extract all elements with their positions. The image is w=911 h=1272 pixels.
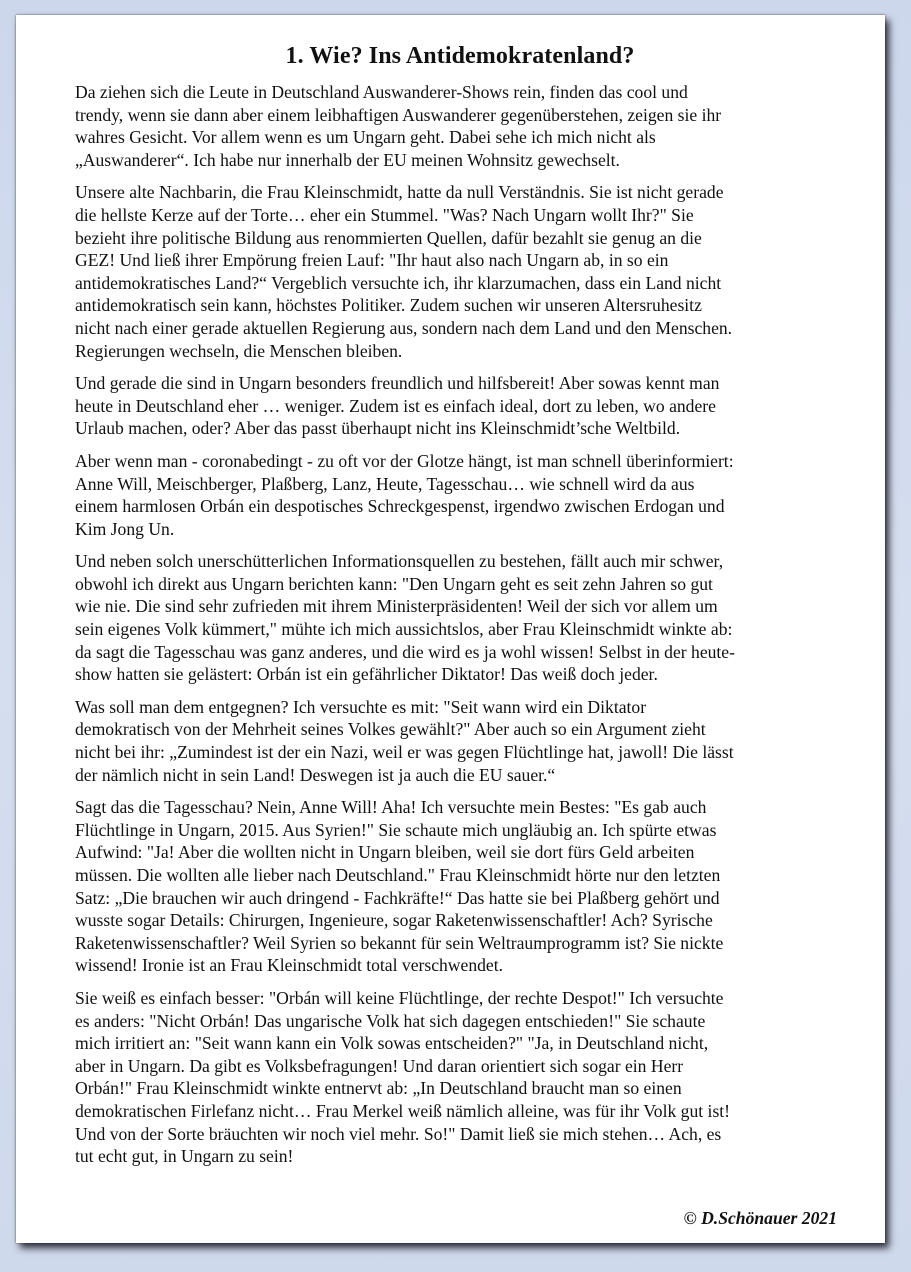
page-title: 1. Wie? Ins Antidemokratenland? <box>285 43 635 69</box>
paragraph-7: Sagt das die Tagesschau? Nein, Anne Will! Aha! Ich versuchte mein Bestes: "Es gab auch Flüchtlinge in Ungarn, 2015. Aus Syrien!" Sie schaute mich ungläubig an. Ich spürte etwas Aufwind: "Ja! Aber die wollten nicht in Ungarn bleiben, weil sie dort fürs Geld arbeiten müssen. Die wollten alle lieber nach Deutschland." Frau Kleinschmidt hörte nur den letzten Satz: „Die brauchen wir auch dringend - Fachkräfte!“ Das hatte sie bei Plaßberg gehört und wusste sogar Details: Chirurgen, Ingenieure, sogar Raketenwissenschaftler! Ach? Syrische Raketenwissenschaftler? Weil Syrien so bekannt für sein Weltraumprogramm ist? Sie nickte wissend! Ironie ist an Frau Kleinschmidt total verschwendet. <box>75 797 724 976</box>
paragraph-8: Sie weiß es einfach besser: "Orbán will keine Flüchtlinge, der rechte Despot!" Ich versuchte es anders: "Nicht Orbán! Das ungarische Volk hat sich dagegen entschieden!" Sie schaute mich irritiert an: "Seit wann kann ein Volk sowas entscheiden?" "Ja, in Deutschland nicht, aber in Ungarn. Da gibt es Volksbefragungen! Und daran orientiert sich sogar ein Herr Orbán!" Frau Kleinschmidt winkte entnervt ab: „In Deutschland braucht man so einen demokratischen Firlefanz nicht… Frau Merkel weiß nämlich alleine, was für ihr Volk gut ist! Und von der Sorte bräuchten wir noch viel mehr. So!" Damit ließ sie mich stehen… Ach, es tut echt gut, in Ungarn zu sein! <box>75 987 731 1167</box>
paragraph-6: Was soll man dem entgegnen? Ich versuchte es mit: "Seit wann wird ein Diktator demokratisch von der Mehrheit seines Volkes gewählt?" Aber auch so ein Argument zieht nicht bei ihr: „Zumindest ist der ein Nazi, weil er was gegen Flüchtlinge hat, jawoll! Die lässt der nämlich nicht in sein Land! Deswegen ist ja auch die EU sauer.“ <box>75 696 734 785</box>
document-page <box>16 15 885 1243</box>
paragraph-1: Da ziehen sich die Leute in Deutschland Auswanderer-Shows rein, finden das cool und trendy, wenn sie dann aber einem leibhaftigen Auswanderer gegenüberstehen, zeigen sie ihr wahres Gesicht. Vor allem wenn es um Ungarn geht. Dabei sehe ich mich nicht als „Auswanderer“. Ich habe nur innerhalb der EU meinen Wohnsitz gewechselt. <box>75 82 722 170</box>
paragraph-3: Und gerade die sind in Ungarn besonders freundlich und hilfsbereit! Aber sowas kennt man heute in Deutschland eher … weniger. Zudem ist es einfach ideal, dort zu leben, wo andere Urlaub machen, oder? Aber das passt überhaupt nicht ins Kleinschmidt’sche Weltbild. <box>75 373 720 439</box>
paragraph-2: Unsere alte Nachbarin, die Frau Kleinschmidt, hatte da null Verständnis. Sie ist nicht gerade die hellste Kerze auf der Torte… eher ein Stummel. "Was? Nach Ungarn wollt Ihr?" Sie bezieht ihre politische Bildung aus renommierten Quellen, dafür bezahlt sie genug an die GEZ! Und ließ ihrer Empörung freien Lauf: "Ihr haut also nach Ungarn ab, in so ein antidemokratisches Land?“ Vergeblich versuchte ich, ihr klarzumachen, dass ein Land nicht antidemokratisch sein kann, höchstes Politiker. Zudem suchen wir unseren Altersruhesitz nicht nach einer gerade aktuellen Regierung aus, sondern nach dem Land und den Menschen. Regierungen wechseln, die Menschen bleiben. <box>75 182 733 361</box>
paragraph-5: Und neben solch unerschütterlichen Informationsquellen zu bestehen, fällt auch mir schwer, obwohl ich direkt aus Ungarn berichten kann: "Den Ungarn geht es seit zehn Jahren so gut wie nie. Die sind sehr zufrieden mit ihrem Ministerpräsidenten! Weil der sich vor allem um sein eigenes Volk kümmert," mühte ich mich aussichtslos, aber Frau Kleinschmidt winkte ab: da sagt die Tagesschau was ganz anderes, und die wird es ja wohl wissen! Selbst in der heute- show hatten sie gelästert: Orbán ist ein gefährlicher Diktator! Das weiß doch jeder. <box>75 551 735 685</box>
paragraph-4: Aber wenn man - coronabedingt - zu oft vor der Glotze hängt, ist man schnell überinformiert: Anne Will, Meischberger, Plaßberg, Lanz, Heute, Tagesschau… wie schnell wird da aus einem harmlosen Orbán ein despotisches Schreckgespenst, irgendwo zwischen Erdogan und Kim Jong Un. <box>75 450 734 539</box>
copyright-notice: © D.Schönauer 2021 <box>683 1208 837 1228</box>
